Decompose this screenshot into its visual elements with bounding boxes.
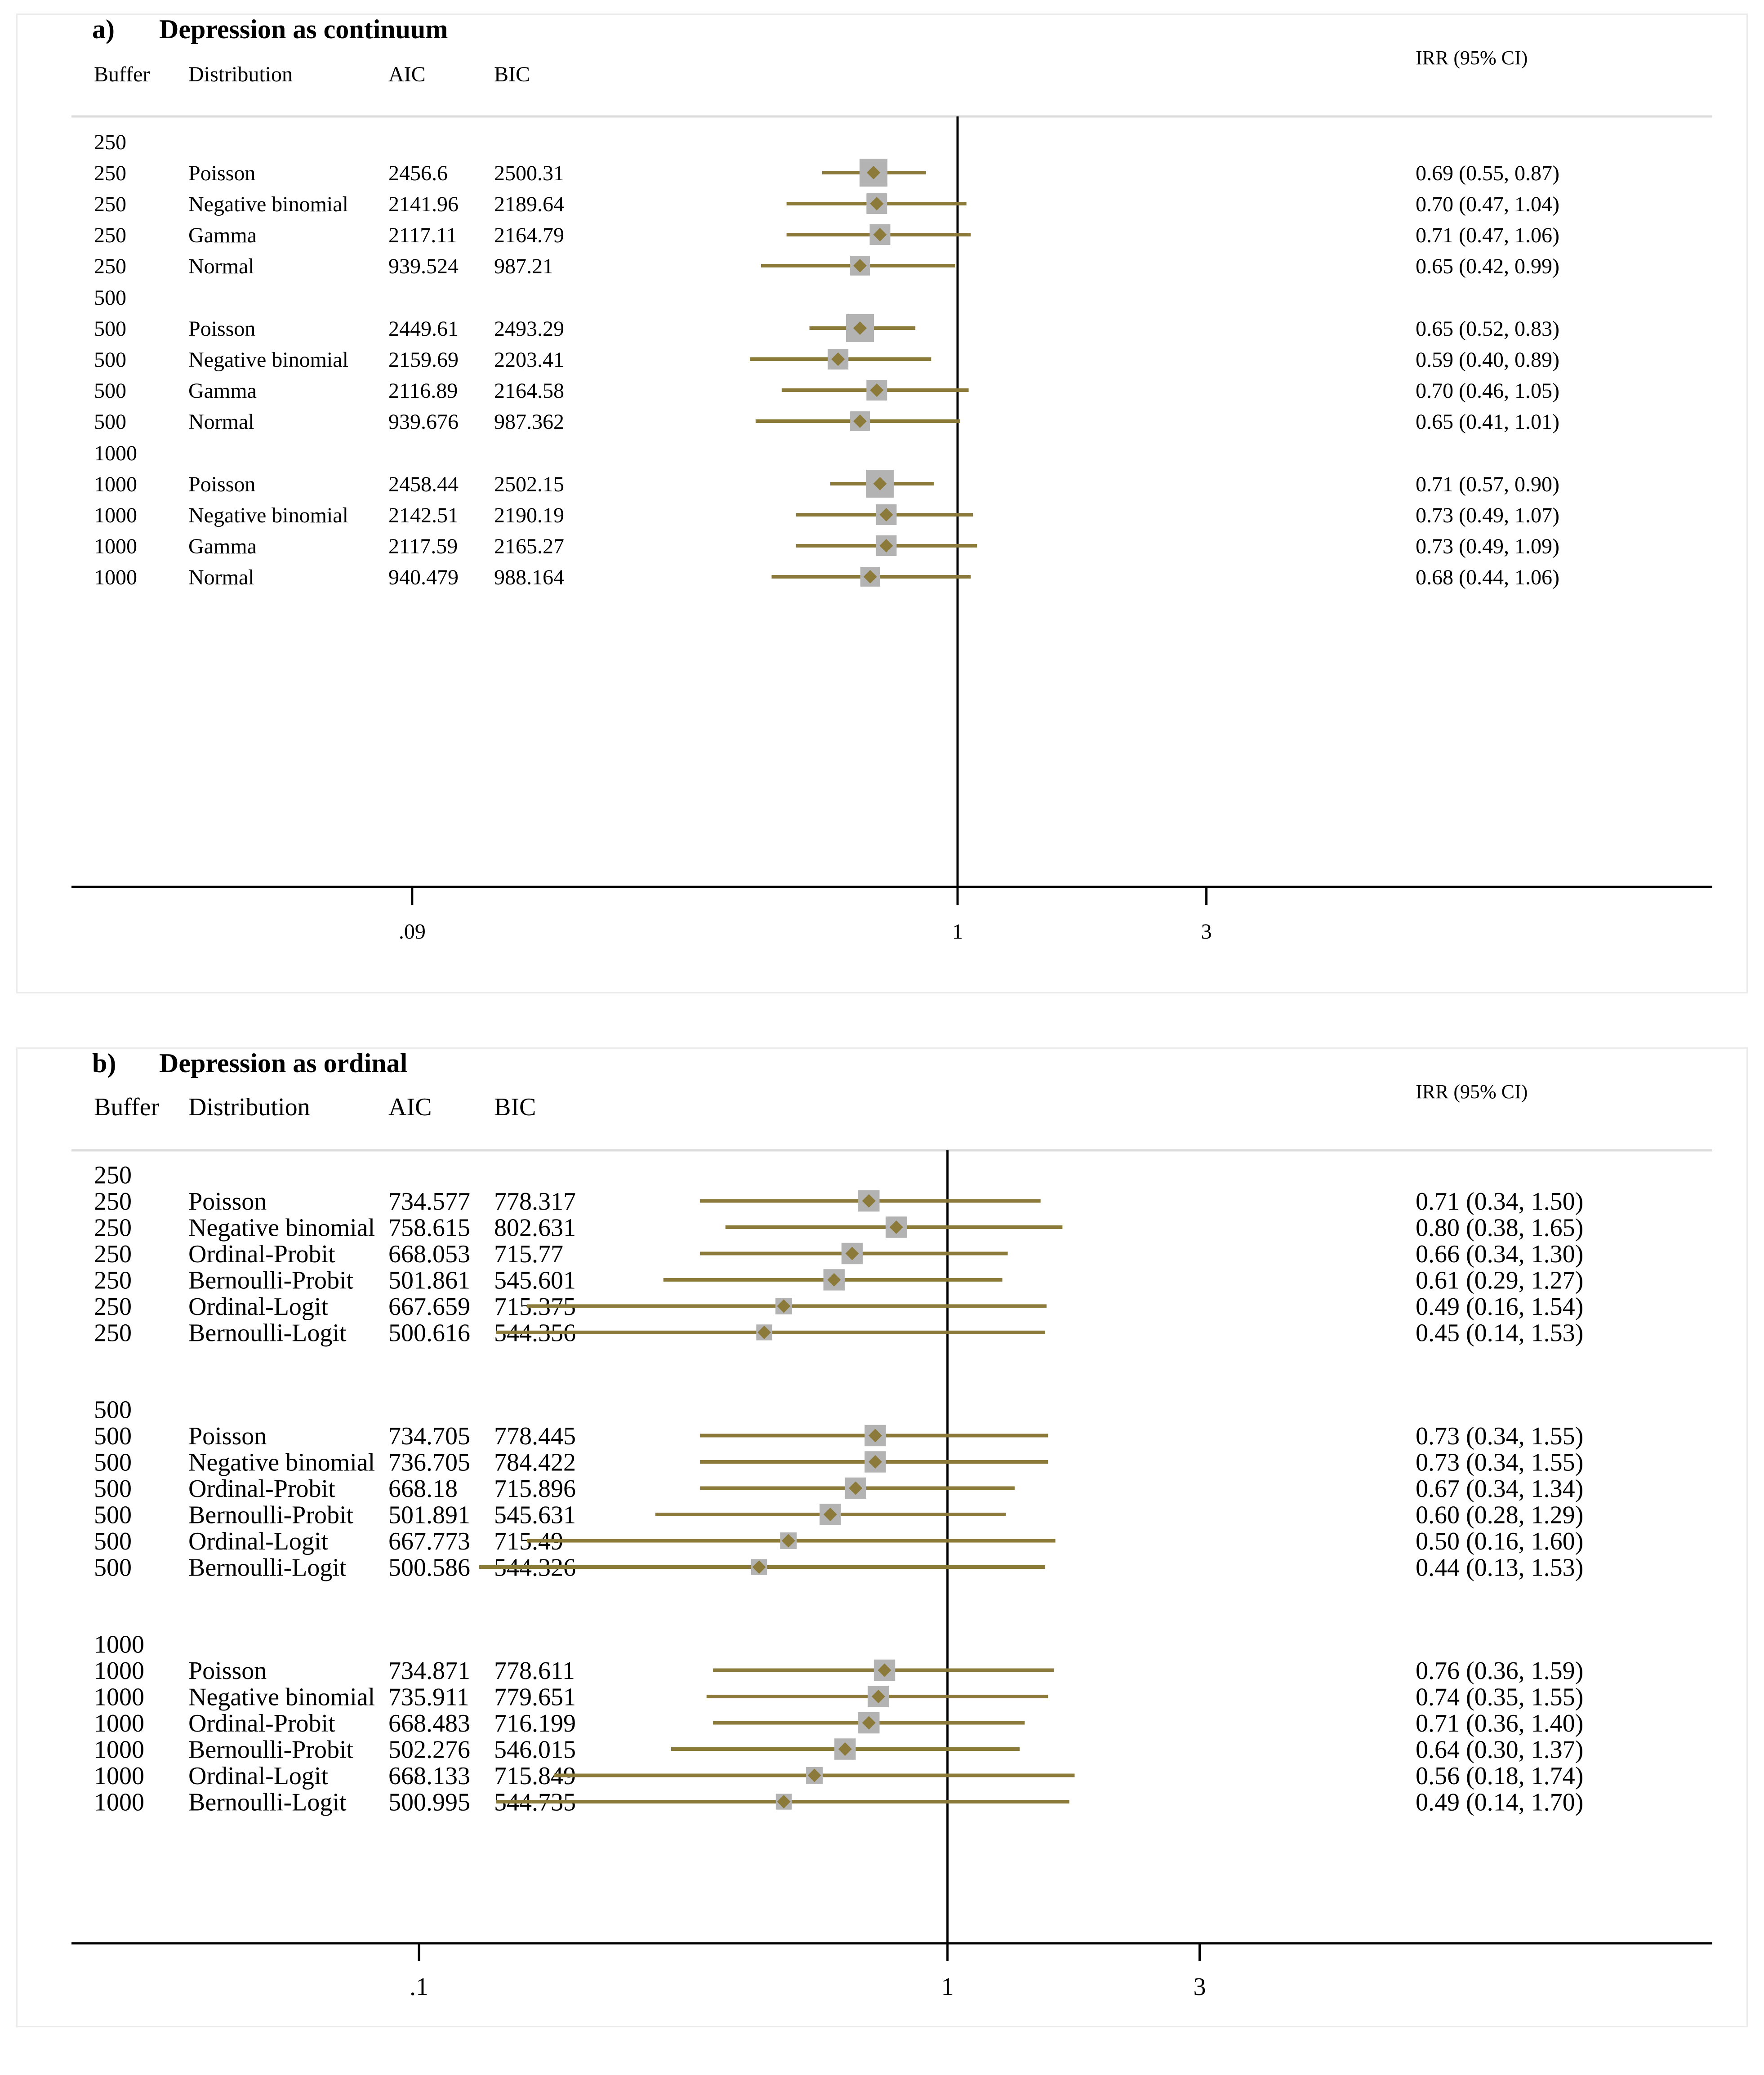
row-aic: 940.479 [388, 565, 459, 589]
forest-row [94, 1789, 1583, 1817]
row-distribution: Poisson [188, 1422, 267, 1451]
row-irr-ci: 0.73 (0.49, 1.07) [1416, 503, 1559, 527]
row-distribution: Normal [188, 410, 254, 434]
row-aic: 2456.6 [388, 161, 448, 185]
row-bic: 715.896 [494, 1475, 576, 1503]
row-bic: 987.362 [494, 410, 564, 434]
forest-row [94, 1319, 1583, 1347]
row-distribution: Negative binomial [188, 1683, 375, 1711]
row-aic: 668.18 [388, 1475, 458, 1503]
col-header-distribution: Distribution [188, 62, 293, 86]
row-buffer: 1000 [94, 534, 137, 558]
forest-row [94, 1475, 1583, 1503]
forest-row [94, 1267, 1583, 1295]
row-distribution: Normal [188, 565, 254, 589]
row-irr-ci: 0.70 (0.47, 1.04) [1416, 192, 1559, 216]
row-distribution: Ordinal-Probit [188, 1710, 335, 1738]
x-tick-label: 3 [1201, 920, 1212, 944]
row-aic: 2142.51 [388, 503, 459, 527]
group-label-500: 500 [94, 1396, 132, 1424]
row-bic: 2500.31 [494, 161, 564, 185]
row-irr-ci: 0.64 (0.30, 1.37) [1416, 1736, 1584, 1764]
row-distribution: Ordinal-Probit [188, 1475, 335, 1503]
row-irr-ci: 0.73 (0.49, 1.09) [1416, 534, 1559, 558]
col-header-bic: BIC [494, 1093, 536, 1121]
row-aic: 668.133 [388, 1762, 470, 1790]
row-aic: 758.615 [388, 1214, 470, 1242]
row-bic: 544.356 [494, 1319, 576, 1347]
row-bic: 2164.58 [494, 378, 564, 403]
row-bic: 988.164 [494, 565, 564, 589]
group-label-250: 250 [94, 130, 126, 154]
row-aic: 668.053 [388, 1240, 470, 1269]
row-irr-ci: 0.49 (0.16, 1.54) [1416, 1293, 1584, 1321]
group-label-250: 250 [94, 1161, 132, 1189]
row-buffer: 250 [94, 1188, 132, 1216]
x-tick-label: .09 [398, 920, 426, 944]
row-aic: 2117.11 [388, 223, 457, 247]
row-irr-ci: 0.70 (0.46, 1.05) [1416, 378, 1559, 403]
forest-row [94, 1501, 1583, 1529]
row-buffer: 250 [94, 161, 126, 185]
x-tick-label: 1 [952, 920, 963, 944]
row-bic: 2165.27 [494, 534, 564, 558]
forest-row [94, 1188, 1583, 1216]
row-distribution: Bernoulli-Probit [188, 1736, 354, 1764]
col-header-distribution: Distribution [188, 1093, 310, 1121]
row-aic: 668.483 [388, 1710, 470, 1738]
row-bic: 2203.41 [494, 347, 564, 372]
row-irr-ci: 0.69 (0.55, 0.87) [1416, 161, 1559, 185]
panel-label: a) [92, 15, 115, 44]
row-aic: 2116.89 [388, 378, 458, 403]
row-aic: 502.276 [388, 1736, 470, 1764]
row-distribution: Negative binomial [188, 503, 348, 527]
forest-row [94, 1736, 1583, 1764]
col-header-buffer: Buffer [94, 62, 150, 86]
row-bic: 2189.64 [494, 192, 564, 216]
row-bic: 544.735 [494, 1788, 576, 1817]
forest-row [94, 223, 1559, 247]
panel-depression-ordinal [16, 1047, 1748, 2027]
row-irr-ci: 0.45 (0.14, 1.53) [1416, 1319, 1584, 1347]
row-buffer: 250 [94, 223, 126, 247]
col-header-aic: AIC [388, 1093, 432, 1121]
row-distribution: Normal [188, 254, 254, 278]
row-bic: 987.21 [494, 254, 553, 278]
forest-row [94, 1527, 1583, 1555]
row-buffer: 500 [94, 1554, 132, 1582]
row-bic: 715.49 [494, 1527, 563, 1556]
col-header-buffer: Buffer [94, 1093, 160, 1121]
row-buffer: 1000 [94, 565, 137, 589]
row-buffer: 500 [94, 1448, 132, 1477]
row-bic: 544.326 [494, 1554, 576, 1582]
row-aic: 500.616 [388, 1319, 470, 1347]
row-irr-ci: 0.76 (0.36, 1.59) [1416, 1657, 1584, 1685]
row-irr-ci: 0.65 (0.41, 1.01) [1416, 410, 1559, 434]
row-buffer: 500 [94, 1422, 132, 1451]
row-irr-ci: 0.71 (0.57, 0.90) [1416, 472, 1559, 496]
col-header-irr: IRR (95% CI) [1416, 47, 1528, 69]
col-header-irr: IRR (95% CI) [1416, 1081, 1528, 1103]
row-buffer: 250 [94, 1240, 132, 1269]
forest-row [94, 1554, 1583, 1582]
row-bic: 715.77 [494, 1240, 563, 1269]
row-buffer: 250 [94, 1266, 132, 1295]
row-aic: 501.891 [388, 1501, 470, 1529]
panel-depression-continuum [16, 13, 1748, 993]
row-aic: 2117.59 [388, 534, 458, 558]
forest-row [94, 379, 1559, 403]
row-bic: 2493.29 [494, 316, 564, 341]
group-label-1000: 1000 [94, 1630, 144, 1659]
forest-row [94, 254, 1559, 278]
row-irr-ci: 0.68 (0.44, 1.06) [1416, 565, 1559, 589]
row-aic: 500.995 [388, 1788, 470, 1817]
row-irr-ci: 0.44 (0.13, 1.53) [1416, 1554, 1584, 1582]
x-tick-label: 3 [1193, 1973, 1206, 2001]
row-bic: 716.199 [494, 1710, 576, 1738]
row-aic: 735.911 [388, 1683, 469, 1711]
row-irr-ci: 0.80 (0.38, 1.65) [1416, 1214, 1584, 1242]
forest-row [94, 348, 1559, 372]
row-irr-ci: 0.71 (0.47, 1.06) [1416, 223, 1559, 247]
row-bic: 545.631 [494, 1501, 576, 1529]
col-header-aic: AIC [388, 62, 426, 86]
row-aic: 500.586 [388, 1554, 470, 1582]
row-bic: 779.651 [494, 1683, 576, 1711]
row-irr-ci: 0.65 (0.42, 0.99) [1416, 254, 1559, 278]
row-distribution: Bernoulli-Probit [188, 1266, 354, 1295]
row-buffer: 250 [94, 1293, 132, 1321]
row-buffer: 1000 [94, 472, 137, 496]
row-buffer: 500 [94, 316, 126, 341]
group-label-1000: 1000 [94, 441, 137, 465]
forest-row [94, 503, 1559, 527]
row-buffer: 250 [94, 1214, 132, 1242]
row-irr-ci: 0.59 (0.40, 0.89) [1416, 347, 1559, 372]
row-irr-ci: 0.56 (0.18, 1.74) [1416, 1762, 1584, 1790]
row-irr-ci: 0.60 (0.28, 1.29) [1416, 1501, 1584, 1529]
row-aic: 667.659 [388, 1293, 470, 1321]
row-buffer: 1000 [94, 503, 137, 527]
row-buffer: 500 [94, 410, 126, 434]
row-distribution: Bernoulli-Probit [188, 1501, 354, 1529]
row-buffer: 250 [94, 1319, 132, 1347]
row-buffer: 500 [94, 1527, 132, 1556]
row-distribution: Poisson [188, 316, 256, 341]
row-irr-ci: 0.74 (0.35, 1.55) [1416, 1683, 1584, 1711]
forest-row [94, 1762, 1583, 1790]
row-buffer: 1000 [94, 1710, 144, 1738]
forest-row [94, 566, 1559, 589]
panel-label: b) [92, 1049, 116, 1078]
row-buffer: 1000 [94, 1683, 144, 1711]
row-bic: 546.015 [494, 1736, 576, 1764]
forest-row [94, 1240, 1583, 1268]
row-buffer: 1000 [94, 1736, 144, 1764]
row-bic: 715.375 [494, 1293, 576, 1321]
x-tick-label: 1 [941, 1973, 954, 2001]
forest-row [94, 1293, 1583, 1321]
row-distribution: Bernoulli-Logit [188, 1554, 347, 1582]
row-aic: 736.705 [388, 1448, 470, 1477]
row-distribution: Gamma [188, 534, 257, 558]
row-irr-ci: 0.50 (0.16, 1.60) [1416, 1527, 1584, 1556]
row-distribution: Ordinal-Logit [188, 1527, 329, 1556]
row-irr-ci: 0.66 (0.34, 1.30) [1416, 1240, 1584, 1269]
row-distribution: Bernoulli-Logit [188, 1319, 347, 1347]
row-irr-ci: 0.65 (0.52, 0.83) [1416, 316, 1559, 341]
group-label-500: 500 [94, 285, 126, 310]
row-distribution: Ordinal-Probit [188, 1240, 335, 1269]
row-irr-ci: 0.73 (0.34, 1.55) [1416, 1448, 1584, 1477]
row-aic: 2159.69 [388, 347, 459, 372]
forest-row [94, 192, 1559, 216]
forest-plot-svg [18, 15, 1749, 995]
row-bic: 778.445 [494, 1422, 576, 1451]
panel-title: Depression as ordinal [159, 1049, 408, 1078]
row-bic: 784.422 [494, 1448, 576, 1477]
row-buffer: 1000 [94, 1762, 144, 1790]
row-distribution: Gamma [188, 223, 257, 247]
panel-title: Depression as continuum [159, 15, 448, 44]
row-bic: 2164.79 [494, 223, 564, 247]
row-bic: 715.849 [494, 1762, 576, 1790]
row-aic: 2141.96 [388, 192, 459, 216]
row-irr-ci: 0.73 (0.34, 1.55) [1416, 1422, 1584, 1451]
row-irr-ci: 0.67 (0.34, 1.34) [1416, 1475, 1584, 1503]
row-irr-ci: 0.49 (0.14, 1.70) [1416, 1788, 1584, 1817]
forest-row [94, 534, 1559, 558]
x-tick-label: .1 [410, 1973, 429, 2001]
row-distribution: Ordinal-Logit [188, 1293, 329, 1321]
row-distribution: Bernoulli-Logit [188, 1788, 347, 1817]
row-distribution: Negative binomial [188, 1214, 375, 1242]
forest-row [94, 1214, 1583, 1242]
row-distribution: Negative binomial [188, 192, 348, 216]
forest-row [94, 1422, 1583, 1450]
forest-row [94, 1449, 1583, 1477]
row-buffer: 250 [94, 192, 126, 216]
col-header-bic: BIC [494, 62, 530, 86]
row-distribution: Ordinal-Logit [188, 1762, 329, 1790]
forest-plot-svg [18, 1049, 1749, 2029]
row-distribution: Poisson [188, 1188, 267, 1216]
row-buffer: 500 [94, 347, 126, 372]
row-irr-ci: 0.71 (0.34, 1.50) [1416, 1188, 1584, 1216]
forest-row [94, 1710, 1583, 1737]
row-bic: 545.601 [494, 1266, 576, 1295]
row-bic: 2190.19 [494, 503, 564, 527]
row-distribution: Poisson [188, 161, 256, 185]
row-buffer: 1000 [94, 1788, 144, 1817]
forest-row [94, 314, 1559, 342]
row-buffer: 500 [94, 1475, 132, 1503]
row-buffer: 1000 [94, 1657, 144, 1685]
forest-row [94, 159, 1559, 187]
row-irr-ci: 0.61 (0.29, 1.27) [1416, 1266, 1584, 1295]
row-distribution: Poisson [188, 1657, 267, 1685]
forest-row [94, 1683, 1583, 1711]
row-buffer: 500 [94, 378, 126, 403]
row-aic: 939.524 [388, 254, 459, 278]
row-buffer: 500 [94, 1501, 132, 1529]
row-aic: 734.871 [388, 1657, 470, 1685]
row-aic: 2458.44 [388, 472, 459, 496]
row-distribution: Negative binomial [188, 1448, 375, 1477]
forest-row [94, 1657, 1583, 1685]
forest-row [94, 470, 1559, 498]
row-aic: 667.773 [388, 1527, 470, 1556]
row-aic: 939.676 [388, 410, 459, 434]
row-aic: 734.577 [388, 1188, 470, 1216]
row-bic: 778.611 [494, 1657, 575, 1685]
row-distribution: Gamma [188, 378, 257, 403]
forest-row [94, 410, 1559, 434]
row-buffer: 250 [94, 254, 126, 278]
row-distribution: Negative binomial [188, 347, 348, 372]
row-distribution: Poisson [188, 472, 256, 496]
row-aic: 501.861 [388, 1266, 470, 1295]
row-bic: 2502.15 [494, 472, 564, 496]
row-aic: 734.705 [388, 1422, 470, 1451]
row-irr-ci: 0.71 (0.36, 1.40) [1416, 1710, 1584, 1738]
row-bic: 802.631 [494, 1214, 576, 1242]
row-bic: 778.317 [494, 1188, 576, 1216]
row-aic: 2449.61 [388, 316, 459, 341]
